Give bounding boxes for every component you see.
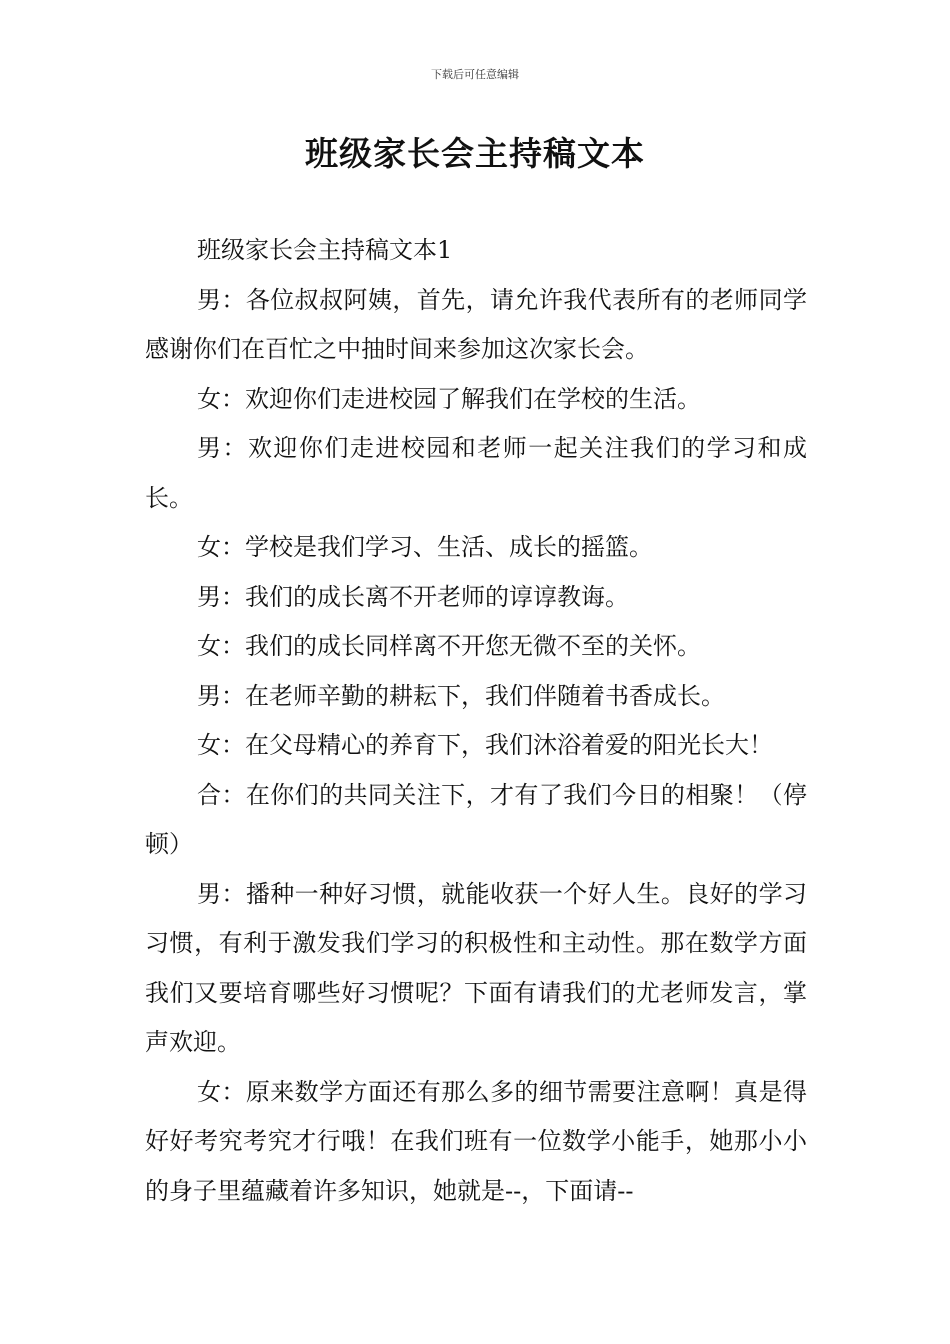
paragraph: 男：播种一种好习惯，就能收获一个好人生。良好的学习习惯，有利于激发我们学习的积极性和主动性。那在数学方面我们又要培育哪些好习惯呢？下面有请我们的尤老师发言，掌声欢迎。	[145, 879, 807, 1056]
paragraph: 男：各位叔叔阿姨，首先，请允许我代表所有的老师同学感谢你们在百忙之中抽时间来参加这次家长会。	[145, 285, 807, 363]
paragraph: 女：欢迎你们走进校园了解我们在学校的生活。	[197, 384, 701, 413]
paragraph: 女：原来数学方面还有那么多的细节需要注意啊！真是得好好考究考究才行哦！在我们班有一位数学小能手，她那小小的身子里蕴藏着许多知识，她就是--，下面请--	[145, 1077, 807, 1205]
paragraph: 女：我们的成长同样离不开您无微不至的关怀。	[197, 632, 701, 660]
paragraph: 女：学校是我们学习、生活、成长的摇篮。	[197, 533, 653, 561]
document-title: 班级家长会主持稿文本	[305, 134, 645, 173]
paragraph: 男：欢迎你们走进校园和老师一起关注我们的学习和成长。	[145, 434, 807, 512]
paragraph: 合：在你们的共同关注下，才有了我们今日的相聚！（停顿）	[145, 780, 807, 858]
paragraph: 女：在父母精心的养育下，我们沐浴着爱的阳光长大！	[197, 731, 773, 759]
header-note: 下载后可任意编辑	[431, 68, 519, 81]
paragraph: 男：我们的成长离不开老师的谆谆教诲。	[197, 582, 629, 611]
paragraph: 男：在老师辛勤的耕耘下，我们伴随着书香成长。	[197, 681, 725, 710]
paragraph-subtitle: 班级家长会主持稿文本1	[197, 236, 453, 264]
document-body	[145, 226, 807, 1216]
